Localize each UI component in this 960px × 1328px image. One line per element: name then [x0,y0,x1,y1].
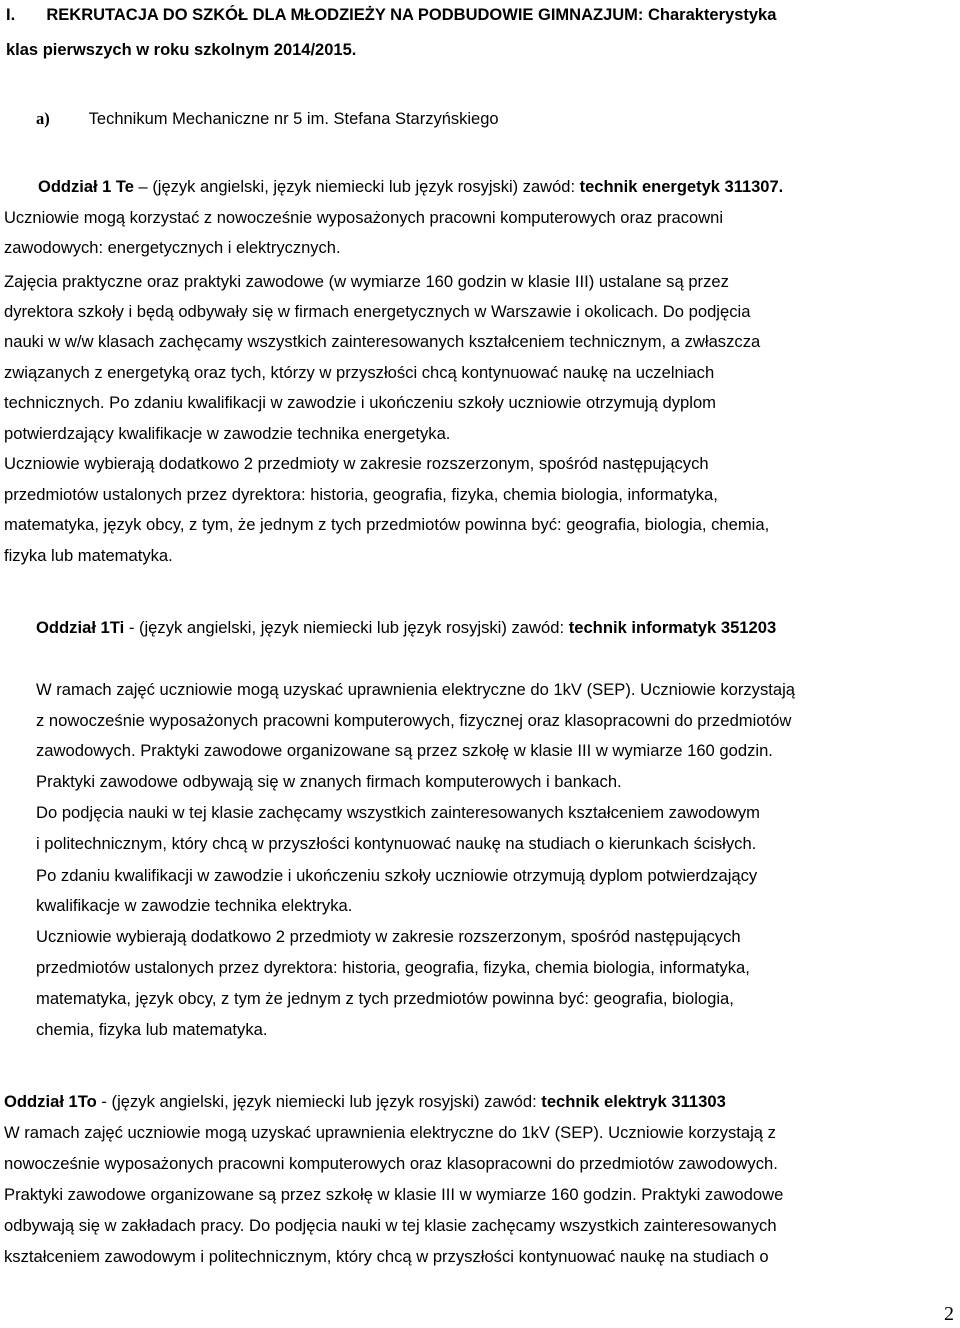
class-1te-name: Oddział 1 Te [38,178,134,196]
class-1to-languages: - (język angielski, język niemiecki lub język rosyjski) zawód: [96,1092,542,1111]
class-1ti-paragraph-line: z nowocześnie wyposażonych pracowni komputerowych, fizycznej oraz klasopracowni do przedmiotów [36,711,792,730]
subsection-school-name: Technikum Mechaniczne nr 5 im. Stefana Starzyńskiego [88,110,499,128]
class-1te-languages: – (język angielski, język niemiecki lub język rosyjski) zawód: [133,178,580,196]
class-1ti-paragraph-line: Praktyki zawodowe odbywają się w znanych firmach komputerowych i bankach. [36,772,622,791]
class-1to-name: Oddział 1To [4,1092,97,1111]
class-1ti-paragraph-line: przedmiotów ustalonych przez dyrektora: historia, geografia, fizyka, chemia biologia, informatyka, [36,958,750,977]
class-1ti-paragraph-line: zawodowych. Praktyki zawodowe organizowane są przez szkołę w klasie III w wymiarze 160 godzin. [36,741,773,760]
class-1te-profession: technik energetyk 311307. [579,178,784,196]
class-1ti-paragraph-line: matematyka, język obcy, z tym że jednym z tych przedmiotów powinna być: geografia, biologia, [36,989,734,1008]
class-1ti-paragraph-line: Do podjęcia nauki w tej klasie zachęcamy wszystkich zainteresowanych kształceniem zawodowym [36,803,760,822]
class-1te-title [38,172,783,202]
class-1to-paragraph-line: W ramach zajęć uczniowie mogą uzyskać uprawnienia elektryczne do 1kV (SEP). Uczniowie korzystają z [4,1123,776,1142]
class-1ti-paragraph-line: chemia, fizyka lub matematyka. [36,1020,268,1039]
section-number: I. [6,6,16,24]
class-1to-profession: technik elektryk 311303 [541,1092,726,1111]
page-number: 2 [944,1303,954,1325]
class-1te-paragraph-line: technicznych. Po zdaniu kwalifikacji w zawodzie i ukończeniu szkoły uczniowie otrzymują dyplom [4,393,716,412]
class-1to-paragraph-line: nowocześnie wyposażonych pracowni komputerowych oraz klasopracowni do przedmiotów zawodowych. [4,1154,778,1173]
class-1te-paragraph-line: zawodowych: energetycznych i elektrycznych. [4,239,341,257]
class-1ti-name: Oddział 1Ti [36,618,125,637]
class-1ti-paragraph-line: W ramach zajęć uczniowie mogą uzyskać uprawnienia elektryczne do 1kV (SEP). Uczniowie korzystają [36,680,796,699]
section-heading-line-1 [6,0,776,30]
class-1te-paragraph-line: nauki w w/w klasach zachęcamy wszystkich zainteresowanych kształceniem technicznym, a zwłaszcza [4,332,761,351]
class-1te-paragraph-line: dyrektora szkoły i będą odbywały się w firmach energetycznych w Warszawie i okolicach. Do podjęcia [4,302,751,321]
class-1te-paragraph-line: przedmiotów ustalonych przez dyrektora: historia, geografia, fizyka, chemia biologia, informatyka, [4,485,718,504]
class-1te-paragraph-line: Uczniowie mogą korzystać z nowocześnie wyposażonych pracowni komputerowych oraz pracowni [4,209,723,227]
subsection-label: a) [36,109,50,128]
section-title: REKRUTACJA DO SZKÓŁ DLA MŁODZIEŻY NA PODBUDOWIE GIMNAZJUM: Charakterystyka [46,6,777,24]
class-1to-paragraph-line: Praktyki zawodowe organizowane są przez szkołę w klasie III w wymiarze 160 godzin. Praktyki zawodowe [4,1185,784,1204]
class-1to-title [4,1087,726,1117]
class-1te-paragraph-line: potwierdzający kwalifikacje w zawodzie technika energetyka. [4,424,451,443]
class-1te-paragraph-line: Zajęcia praktyczne oraz praktyki zawodowe (w wymiarze 160 godzin w klasie III) ustalane są przez [4,272,729,291]
section-heading-line-2: klas pierwszych w roku szkolnym 2014/2015. [6,41,357,59]
class-1ti-paragraph-line: i politechnicznym, który chcą w przyszłości kontynuować naukę na studiach o kierunkach ścisłych. [36,834,757,853]
subsection-heading [36,104,499,134]
class-1ti-languages: - (język angielski, język niemiecki lub język rosyjski) zawód: [124,618,569,637]
class-1to-paragraph-line: odbywają się w zakładach pracy. Do podjęcia nauki w tej klasie zachęcamy wszystkich zainteresowanych [4,1216,777,1235]
class-1ti-paragraph-line: Po zdaniu kwalifikacji w zawodzie i ukończeniu szkoły uczniowie otrzymują dyplom potwierdzający [36,866,758,885]
class-1ti-paragraph-line: kwalifikacje w zawodzie technika elektryka. [36,896,353,915]
class-1te-paragraph-line: związanych z energetyką oraz tych, którzy w przyszłości chcą kontynuować naukę na uczelniach [4,363,715,382]
class-1to-paragraph-line: kształceniem zawodowym i politechnicznym, który chcą w przyszłości kontynuować naukę na studiach o [4,1247,769,1266]
class-1ti-title [36,613,776,643]
class-1te-paragraph-line: Uczniowie wybierają dodatkowo 2 przedmioty w zakresie rozszerzonym, spośród następujących [4,454,709,473]
class-1te-paragraph-line: matematyka, język obcy, z tym, że jednym z tych przedmiotów powinna być: geografia, biologia, chemia, [4,515,770,534]
class-1te-paragraph-line: fizyka lub matematyka. [4,546,173,565]
class-1ti-paragraph-line: Uczniowie wybierają dodatkowo 2 przedmioty w zakresie rozszerzonym, spośród następujących [36,927,741,946]
class-1ti-profession: technik informatyk 351203 [568,618,777,637]
